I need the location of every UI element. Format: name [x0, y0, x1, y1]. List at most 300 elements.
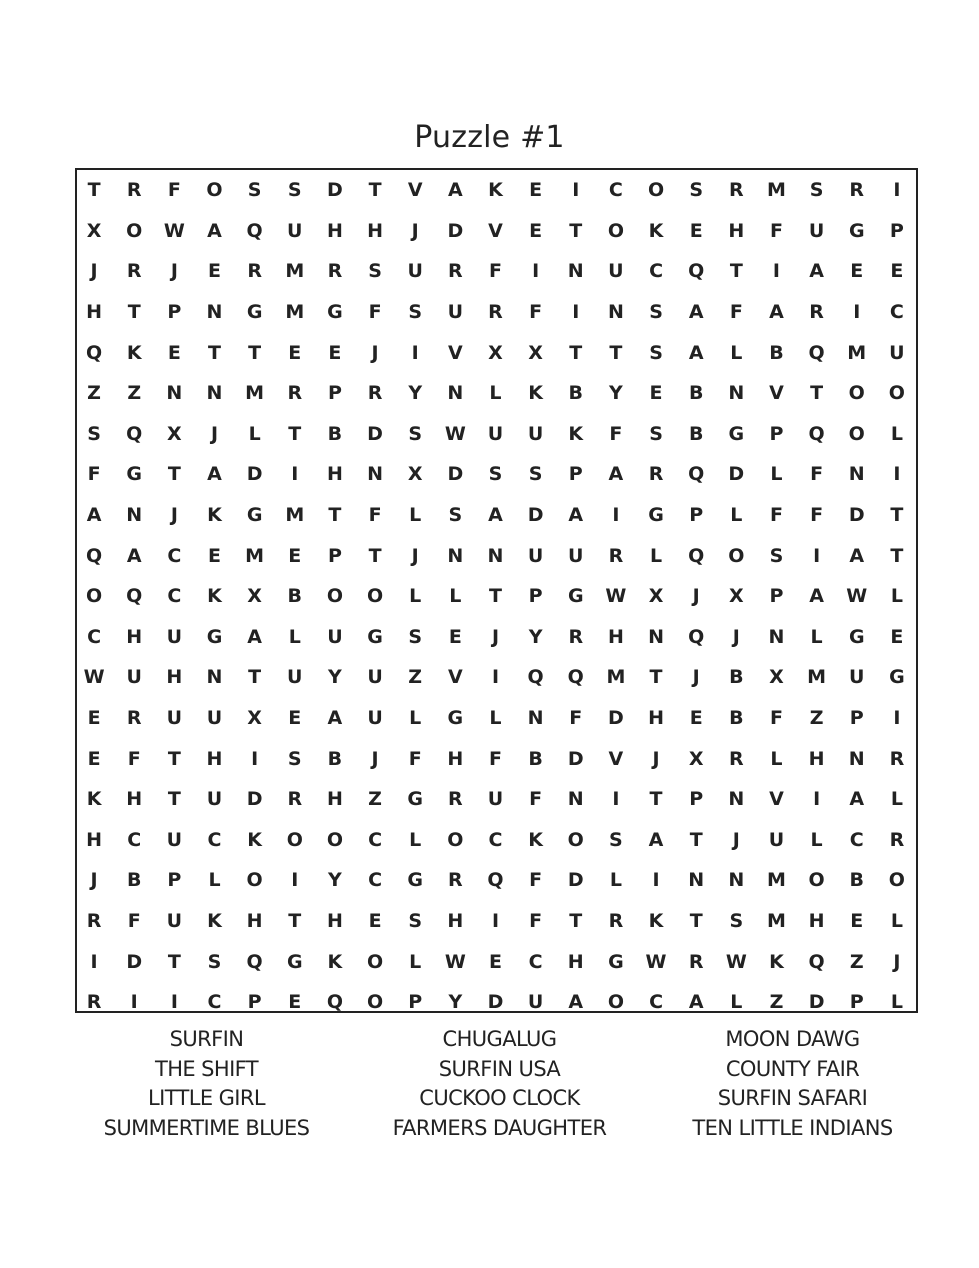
grid-cell[interactable]: N: [688, 869, 705, 892]
grid-cell[interactable]: V: [407, 179, 423, 202]
grid-cell[interactable]: U: [367, 666, 383, 689]
grid-cell[interactable]: S: [609, 828, 623, 851]
grid-cell[interactable]: O: [85, 585, 103, 608]
grid-cell[interactable]: I: [893, 179, 901, 202]
grid-cell[interactable]: U: [206, 788, 223, 811]
grid-cell[interactable]: E: [689, 219, 703, 242]
grid-cell[interactable]: H: [126, 625, 143, 648]
grid-cell[interactable]: N: [728, 382, 745, 405]
grid-cell[interactable]: I: [291, 869, 299, 892]
grid-cell[interactable]: E: [288, 707, 302, 730]
grid-cell[interactable]: A: [688, 991, 704, 1014]
grid-cell[interactable]: N: [206, 382, 223, 405]
grid-cell[interactable]: S: [769, 544, 784, 567]
grid-cell[interactable]: O: [808, 869, 825, 892]
grid-cell[interactable]: T: [167, 788, 181, 811]
grid-cell[interactable]: T: [569, 219, 583, 242]
grid-cell[interactable]: B: [287, 585, 303, 608]
grid-cell[interactable]: T: [689, 909, 703, 932]
grid-cell[interactable]: A: [849, 544, 865, 567]
grid-cell[interactable]: A: [126, 544, 142, 567]
grid-cell[interactable]: U: [608, 260, 624, 283]
grid-cell[interactable]: A: [769, 301, 784, 324]
grid-cell[interactable]: Q: [567, 666, 584, 689]
grid-cell[interactable]: F: [769, 504, 783, 527]
grid-cell[interactable]: A: [488, 504, 503, 527]
grid-cell[interactable]: U: [166, 707, 183, 730]
grid-cell[interactable]: I: [612, 504, 620, 527]
grid-cell[interactable]: G: [246, 504, 263, 527]
grid-cell[interactable]: R: [367, 382, 383, 405]
grid-cell[interactable]: C: [528, 950, 543, 973]
grid-cell[interactable]: F: [529, 788, 543, 811]
grid-cell[interactable]: N: [768, 625, 785, 648]
grid-cell[interactable]: N: [487, 544, 504, 567]
grid-cell[interactable]: W: [725, 950, 747, 973]
grid-cell[interactable]: U: [568, 544, 584, 567]
grid-cell[interactable]: A: [688, 341, 704, 364]
grid-cell[interactable]: J: [692, 666, 700, 689]
grid-cell[interactable]: L: [730, 991, 743, 1014]
grid-cell[interactable]: Y: [328, 869, 342, 892]
grid-cell[interactable]: N: [607, 301, 624, 324]
grid-cell[interactable]: B: [327, 747, 343, 770]
grid-cell[interactable]: T: [890, 544, 904, 567]
grid-cell[interactable]: A: [608, 463, 624, 486]
grid-cell[interactable]: O: [567, 828, 584, 851]
grid-cell[interactable]: U: [527, 991, 544, 1014]
grid-cell[interactable]: F: [408, 747, 422, 770]
grid-cell[interactable]: G: [407, 788, 423, 811]
grid-cell[interactable]: F: [488, 260, 502, 283]
grid-cell[interactable]: N: [367, 463, 383, 486]
grid-cell[interactable]: A: [247, 625, 262, 648]
grid-cell[interactable]: O: [366, 950, 384, 973]
grid-cell[interactable]: B: [688, 382, 704, 405]
grid-cell[interactable]: U: [206, 707, 223, 730]
grid-cell[interactable]: P: [849, 707, 864, 730]
grid-cell[interactable]: N: [527, 707, 544, 730]
grid-cell[interactable]: Q: [126, 422, 143, 445]
grid-cell[interactable]: U: [407, 260, 423, 283]
grid-cell[interactable]: E: [208, 544, 221, 567]
grid-cell[interactable]: L: [208, 869, 221, 892]
grid-cell[interactable]: S: [87, 422, 101, 445]
grid-cell[interactable]: N: [728, 869, 745, 892]
grid-cell[interactable]: L: [890, 991, 903, 1014]
grid-cell[interactable]: R: [568, 625, 584, 648]
grid-cell[interactable]: D: [527, 504, 544, 527]
grid-cell[interactable]: L: [730, 341, 743, 364]
grid-cell[interactable]: T: [288, 909, 302, 932]
grid-cell[interactable]: R: [688, 950, 704, 973]
grid-cell[interactable]: F: [769, 219, 783, 242]
grid-cell[interactable]: T: [569, 909, 583, 932]
grid-cell[interactable]: K: [769, 950, 784, 973]
grid-cell[interactable]: Y: [408, 382, 423, 405]
grid-cell[interactable]: R: [86, 991, 102, 1014]
grid-cell[interactable]: S: [809, 179, 824, 202]
grid-cell[interactable]: J: [652, 747, 660, 770]
grid-cell[interactable]: Y: [448, 991, 463, 1014]
grid-cell[interactable]: L: [890, 585, 903, 608]
grid-cell[interactable]: E: [87, 707, 101, 730]
grid-cell[interactable]: H: [326, 788, 343, 811]
grid-cell[interactable]: E: [529, 179, 543, 202]
grid-cell[interactable]: A: [809, 585, 824, 608]
grid-cell[interactable]: N: [166, 382, 183, 405]
grid-cell[interactable]: D: [567, 869, 584, 892]
grid-cell[interactable]: N: [206, 666, 223, 689]
grid-cell[interactable]: Q: [85, 341, 103, 364]
grid-cell[interactable]: Q: [85, 544, 103, 567]
grid-cell[interactable]: O: [326, 828, 343, 851]
grid-cell[interactable]: R: [889, 747, 905, 770]
grid-cell[interactable]: S: [287, 179, 302, 202]
grid-cell[interactable]: T: [208, 341, 221, 364]
grid-cell[interactable]: Q: [326, 991, 343, 1014]
grid-cell[interactable]: Q: [808, 422, 825, 445]
grid-cell[interactable]: S: [649, 301, 663, 324]
grid-cell[interactable]: I: [813, 544, 821, 567]
grid-cell[interactable]: I: [532, 260, 540, 283]
grid-cell[interactable]: L: [409, 707, 422, 730]
grid-cell[interactable]: K: [648, 909, 664, 932]
grid-cell[interactable]: E: [167, 341, 181, 364]
grid-cell[interactable]: T: [890, 504, 904, 527]
grid-cell[interactable]: B: [327, 422, 343, 445]
grid-cell[interactable]: Z: [809, 707, 824, 730]
grid-cell[interactable]: W: [83, 666, 105, 689]
grid-cell[interactable]: T: [167, 463, 181, 486]
grid-cell[interactable]: X: [247, 707, 262, 730]
grid-cell[interactable]: B: [769, 341, 784, 364]
grid-cell[interactable]: H: [567, 950, 584, 973]
grid-cell[interactable]: I: [291, 463, 299, 486]
grid-cell[interactable]: F: [529, 869, 543, 892]
grid-cell[interactable]: I: [572, 301, 580, 324]
grid-cell[interactable]: L: [288, 625, 301, 648]
grid-cell[interactable]: K: [528, 382, 543, 405]
grid-cell[interactable]: M: [285, 301, 305, 324]
grid-cell[interactable]: V: [488, 219, 503, 242]
grid-cell[interactable]: L: [810, 828, 823, 851]
grid-cell[interactable]: N: [447, 544, 464, 567]
grid-cell[interactable]: H: [607, 625, 624, 648]
grid-cell[interactable]: T: [127, 301, 141, 324]
grid-cell[interactable]: P: [769, 585, 784, 608]
grid-cell[interactable]: F: [810, 504, 824, 527]
grid-cell[interactable]: T: [609, 341, 623, 364]
grid-cell[interactable]: J: [692, 585, 700, 608]
grid-cell[interactable]: R: [488, 301, 503, 324]
grid-cell[interactable]: Z: [849, 950, 864, 973]
grid-cell[interactable]: G: [206, 625, 223, 648]
grid-cell[interactable]: A: [207, 219, 222, 242]
grid-cell[interactable]: J: [371, 341, 379, 364]
grid-cell[interactable]: E: [448, 625, 462, 648]
grid-cell[interactable]: L: [489, 707, 502, 730]
grid-cell[interactable]: U: [166, 625, 183, 648]
grid-cell[interactable]: C: [207, 991, 222, 1014]
grid-cell[interactable]: S: [368, 260, 382, 283]
grid-cell[interactable]: T: [810, 382, 824, 405]
grid-cell[interactable]: L: [730, 504, 743, 527]
grid-cell[interactable]: Q: [527, 666, 544, 689]
grid-cell[interactable]: B: [729, 666, 744, 689]
grid-cell[interactable]: Q: [688, 260, 705, 283]
grid-cell[interactable]: P: [849, 991, 864, 1014]
grid-cell[interactable]: U: [527, 544, 544, 567]
grid-cell[interactable]: P: [528, 585, 543, 608]
grid-cell[interactable]: L: [409, 828, 422, 851]
grid-cell[interactable]: G: [848, 625, 865, 648]
grid-cell[interactable]: N: [447, 382, 464, 405]
grid-cell[interactable]: U: [527, 422, 544, 445]
grid-cell[interactable]: N: [567, 788, 584, 811]
grid-cell[interactable]: A: [849, 788, 865, 811]
grid-cell[interactable]: L: [248, 422, 261, 445]
grid-cell[interactable]: L: [890, 788, 903, 811]
grid-cell[interactable]: L: [810, 625, 823, 648]
grid-cell[interactable]: C: [87, 625, 102, 648]
grid-cell[interactable]: F: [529, 909, 543, 932]
grid-cell[interactable]: R: [448, 869, 463, 892]
grid-cell[interactable]: X: [728, 585, 744, 608]
grid-cell[interactable]: E: [649, 382, 663, 405]
grid-cell[interactable]: A: [809, 260, 824, 283]
grid-cell[interactable]: G: [367, 625, 383, 648]
grid-cell[interactable]: E: [488, 950, 502, 973]
grid-cell[interactable]: T: [689, 828, 703, 851]
grid-cell[interactable]: T: [569, 341, 583, 364]
grid-cell[interactable]: Y: [328, 666, 342, 689]
grid-cell[interactable]: K: [207, 909, 222, 932]
grid-cell[interactable]: T: [729, 260, 743, 283]
grid-cell[interactable]: E: [87, 747, 101, 770]
grid-cell[interactable]: F: [729, 301, 743, 324]
grid-cell[interactable]: J: [170, 260, 178, 283]
grid-cell[interactable]: R: [448, 788, 463, 811]
grid-cell[interactable]: D: [567, 747, 584, 770]
grid-cell[interactable]: O: [447, 828, 464, 851]
grid-cell[interactable]: V: [447, 341, 463, 364]
grid-cell[interactable]: X: [688, 747, 704, 770]
grid-cell[interactable]: U: [367, 707, 383, 730]
grid-cell[interactable]: Q: [688, 544, 705, 567]
grid-cell[interactable]: U: [447, 301, 464, 324]
grid-cell[interactable]: D: [126, 950, 143, 973]
grid-cell[interactable]: Q: [246, 950, 263, 973]
grid-cell[interactable]: S: [408, 625, 423, 648]
grid-cell[interactable]: M: [767, 869, 786, 892]
grid-cell[interactable]: C: [488, 828, 503, 851]
grid-cell[interactable]: U: [166, 828, 183, 851]
grid-cell[interactable]: I: [491, 909, 500, 932]
grid-cell[interactable]: T: [167, 747, 181, 770]
grid-cell[interactable]: R: [729, 747, 744, 770]
grid-cell[interactable]: S: [408, 909, 423, 932]
grid-cell[interactable]: D: [608, 707, 624, 730]
grid-cell[interactable]: G: [126, 463, 143, 486]
grid-cell[interactable]: L: [489, 382, 502, 405]
grid-cell[interactable]: Q: [808, 950, 825, 973]
grid-cell[interactable]: H: [728, 219, 745, 242]
grid-cell[interactable]: S: [689, 179, 704, 202]
grid-cell[interactable]: N: [848, 747, 865, 770]
grid-cell[interactable]: F: [127, 909, 141, 932]
grid-cell[interactable]: S: [408, 301, 423, 324]
grid-cell[interactable]: T: [328, 504, 342, 527]
grid-cell[interactable]: L: [409, 950, 422, 973]
grid-cell[interactable]: I: [572, 179, 580, 202]
grid-cell[interactable]: D: [728, 463, 745, 486]
grid-cell[interactable]: C: [849, 828, 864, 851]
grid-cell[interactable]: E: [529, 219, 543, 242]
grid-cell[interactable]: B: [729, 707, 744, 730]
grid-cell[interactable]: I: [251, 747, 259, 770]
grid-cell[interactable]: T: [368, 544, 382, 567]
grid-cell[interactable]: U: [889, 341, 905, 364]
grid-cell[interactable]: R: [889, 828, 905, 851]
grid-cell[interactable]: R: [86, 909, 102, 932]
grid-cell[interactable]: J: [170, 504, 178, 527]
grid-cell[interactable]: G: [608, 950, 624, 973]
grid-cell[interactable]: K: [247, 828, 262, 851]
grid-cell[interactable]: U: [768, 828, 785, 851]
grid-cell[interactable]: U: [126, 666, 142, 689]
grid-cell[interactable]: N: [848, 463, 865, 486]
grid-cell[interactable]: T: [288, 422, 302, 445]
grid-cell[interactable]: Q: [688, 463, 705, 486]
grid-cell[interactable]: W: [846, 585, 868, 608]
grid-cell[interactable]: J: [411, 544, 419, 567]
grid-cell[interactable]: F: [769, 707, 783, 730]
grid-cell[interactable]: I: [652, 869, 660, 892]
grid-cell[interactable]: P: [167, 301, 182, 324]
grid-cell[interactable]: A: [86, 504, 102, 527]
grid-cell[interactable]: O: [607, 991, 624, 1014]
grid-cell[interactable]: O: [246, 869, 263, 892]
grid-cell[interactable]: E: [368, 909, 382, 932]
grid-cell[interactable]: F: [127, 747, 141, 770]
grid-cell[interactable]: H: [326, 909, 343, 932]
grid-cell[interactable]: I: [893, 463, 901, 486]
grid-cell[interactable]: S: [408, 422, 423, 445]
grid-cell[interactable]: L: [649, 544, 663, 567]
grid-cell[interactable]: V: [447, 666, 463, 689]
grid-cell[interactable]: C: [368, 869, 383, 892]
grid-cell[interactable]: X: [407, 463, 423, 486]
grid-cell[interactable]: C: [649, 991, 664, 1014]
grid-cell[interactable]: M: [767, 909, 786, 932]
grid-cell[interactable]: R: [327, 260, 343, 283]
grid-cell[interactable]: C: [167, 585, 182, 608]
grid-cell[interactable]: L: [770, 747, 783, 770]
grid-cell[interactable]: F: [529, 301, 543, 324]
grid-cell[interactable]: R: [287, 788, 303, 811]
grid-cell[interactable]: U: [849, 666, 865, 689]
grid-cell[interactable]: X: [769, 666, 784, 689]
grid-cell[interactable]: W: [444, 422, 466, 445]
grid-cell[interactable]: G: [286, 950, 303, 973]
grid-cell[interactable]: M: [807, 666, 827, 689]
grid-cell[interactable]: S: [528, 463, 543, 486]
grid-cell[interactable]: H: [808, 747, 825, 770]
grid-cell[interactable]: J: [491, 625, 500, 648]
grid-cell[interactable]: X: [247, 585, 262, 608]
grid-cell[interactable]: I: [893, 707, 901, 730]
grid-cell[interactable]: P: [689, 504, 704, 527]
grid-cell[interactable]: L: [409, 504, 422, 527]
grid-cell[interactable]: U: [487, 422, 504, 445]
grid-cell[interactable]: O: [848, 422, 865, 445]
grid-cell[interactable]: S: [448, 504, 463, 527]
grid-cell[interactable]: B: [568, 382, 583, 405]
grid-cell[interactable]: K: [327, 950, 343, 973]
grid-cell[interactable]: T: [649, 666, 663, 689]
grid-cell[interactable]: N: [567, 260, 584, 283]
grid-cell[interactable]: R: [608, 544, 624, 567]
grid-cell[interactable]: L: [609, 869, 622, 892]
grid-cell[interactable]: O: [206, 179, 223, 202]
grid-cell[interactable]: M: [245, 382, 265, 405]
grid-cell[interactable]: O: [888, 382, 905, 405]
grid-cell[interactable]: T: [368, 179, 382, 202]
grid-cell[interactable]: K: [488, 179, 503, 202]
grid-cell[interactable]: P: [568, 463, 583, 486]
grid-cell[interactable]: E: [890, 260, 904, 283]
grid-cell[interactable]: G: [327, 301, 343, 324]
grid-cell[interactable]: H: [808, 909, 825, 932]
grid-cell[interactable]: F: [167, 179, 181, 202]
grid-cell[interactable]: X: [86, 219, 102, 242]
grid-cell[interactable]: A: [688, 301, 704, 324]
grid-cell[interactable]: H: [326, 219, 343, 242]
grid-cell[interactable]: S: [649, 422, 663, 445]
grid-cell[interactable]: I: [411, 341, 419, 364]
grid-cell[interactable]: C: [649, 260, 664, 283]
grid-cell[interactable]: H: [367, 219, 383, 242]
grid-cell[interactable]: C: [889, 301, 904, 324]
grid-cell[interactable]: C: [127, 828, 142, 851]
grid-cell[interactable]: S: [287, 747, 302, 770]
grid-cell[interactable]: I: [772, 260, 780, 283]
grid-cell[interactable]: A: [327, 707, 343, 730]
grid-cell[interactable]: M: [285, 260, 305, 283]
grid-cell[interactable]: E: [288, 991, 302, 1014]
grid-cell[interactable]: F: [368, 301, 382, 324]
grid-cell[interactable]: I: [90, 950, 98, 973]
grid-cell[interactable]: W: [444, 950, 466, 973]
grid-cell[interactable]: N: [648, 625, 664, 648]
grid-cell[interactable]: H: [206, 747, 223, 770]
grid-cell[interactable]: J: [210, 422, 219, 445]
grid-cell[interactable]: K: [207, 585, 222, 608]
grid-cell[interactable]: G: [447, 707, 464, 730]
grid-cell[interactable]: C: [368, 828, 383, 851]
grid-cell[interactable]: O: [607, 219, 624, 242]
grid-cell[interactable]: M: [606, 666, 626, 689]
grid-cell[interactable]: T: [248, 666, 262, 689]
grid-cell[interactable]: I: [612, 788, 620, 811]
grid-cell[interactable]: J: [732, 828, 740, 851]
grid-cell[interactable]: E: [689, 707, 703, 730]
grid-cell[interactable]: G: [567, 585, 584, 608]
grid-cell[interactable]: N: [206, 301, 223, 324]
grid-cell[interactable]: O: [366, 991, 384, 1014]
grid-cell[interactable]: G: [407, 869, 423, 892]
